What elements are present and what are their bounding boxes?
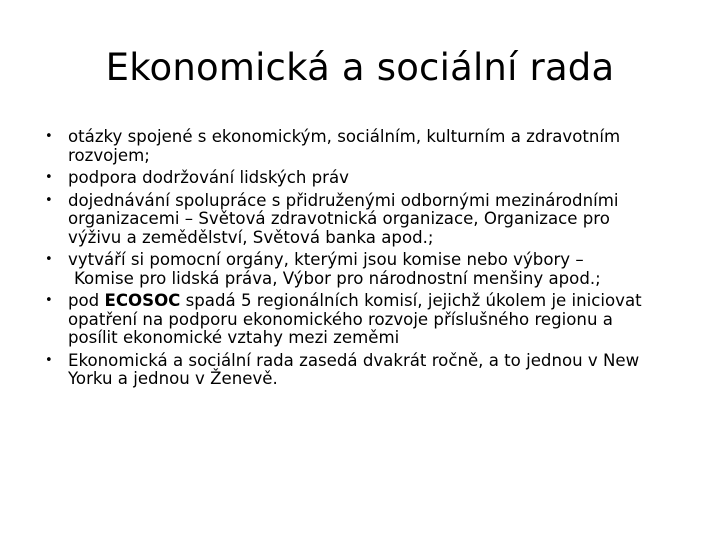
list-item xyxy=(45,292,695,348)
bullet-line: podpora dodržování lidských práv xyxy=(68,168,349,187)
bullet-line xyxy=(68,292,695,311)
bullet-line: opatření na podporu ekonomického rozvoje příslušného regionu a xyxy=(68,309,613,329)
bullet-marker: • xyxy=(45,129,53,144)
ecosoc-emphasis: ECOSOC xyxy=(104,291,181,310)
bullet-line: vytváří si pomocní orgány, kterými jsou komise nebo výbory – xyxy=(68,250,584,269)
bullet-list xyxy=(45,128,695,393)
bullet-marker: • xyxy=(45,293,53,308)
bullet-marker: • xyxy=(45,170,53,185)
bullet-line: Komise pro lidská práva, Výbor pro národnostní menšiny apod.; xyxy=(74,268,601,288)
list-item xyxy=(45,128,695,165)
bullet-line: posílit ekonomické vztahy mezi zeměmi xyxy=(68,328,400,347)
list-item xyxy=(45,251,695,288)
list-item xyxy=(45,352,695,389)
bullet-line: Ekonomická a sociální rada zasedá dvakrát ročně, a to jednou v New xyxy=(68,350,640,370)
bullet-line: Yorku a jednou v Ženevě. xyxy=(68,369,278,388)
bullet-line: organizacemi – Světová zdravotnická organizace, Organizace pro xyxy=(68,209,610,228)
bullet-line: rozvojem; xyxy=(68,145,150,165)
bullet-line: výživu a zemědělství, Světová banka apod.; xyxy=(68,227,434,247)
bullet-text-rest: spadá 5 regionálních komisí, jejichž úkolem je iniciovat xyxy=(180,291,642,310)
bullet-text-prefix: pod xyxy=(68,291,105,310)
slide-title: Ekonomická a sociální rada xyxy=(105,46,615,89)
bullet-marker: • xyxy=(45,252,53,267)
bullet-line: otázky spojené s ekonomickým, sociálním, kulturním a zdravotním xyxy=(68,127,621,146)
list-item xyxy=(45,192,695,248)
list-item xyxy=(45,169,695,188)
bullet-line: dojednávání spolupráce s přidruženými odbornými mezinárodními xyxy=(68,190,619,210)
bullet-marker: • xyxy=(45,352,53,368)
bullet-marker: • xyxy=(45,192,53,208)
